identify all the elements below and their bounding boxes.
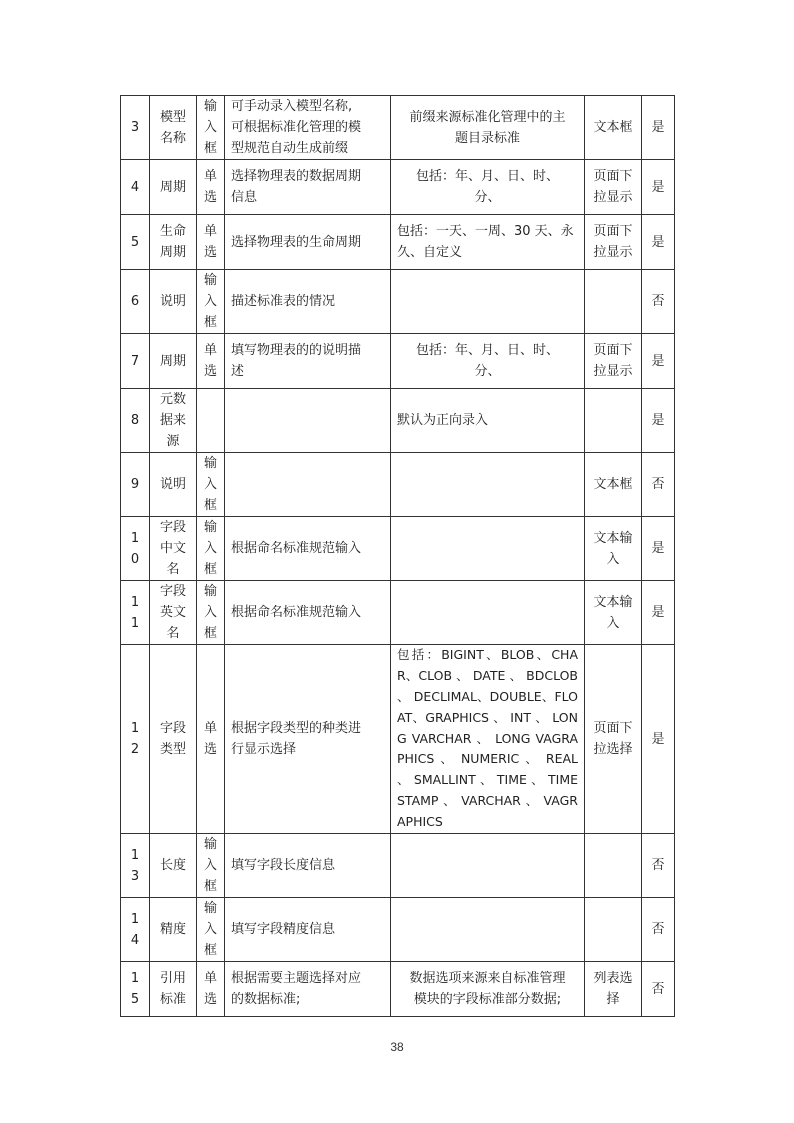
- table-row: [121, 834, 675, 898]
- field-name: 长度: [150, 834, 197, 898]
- table-row: [121, 270, 675, 334]
- display-mode: [585, 834, 642, 898]
- required-flag: 是: [642, 215, 675, 270]
- display-mode: 页面下 拉显示: [585, 334, 642, 389]
- field-name: 元数 据来 源: [150, 389, 197, 453]
- control-type: 单 选: [197, 645, 225, 834]
- display-mode: 文本框: [585, 453, 642, 517]
- field-name: 字段 类型: [150, 645, 197, 834]
- field-description: 填写字段精度信息: [225, 898, 391, 962]
- table-row: [121, 334, 675, 389]
- field-name: 字段 中文 名: [150, 517, 197, 581]
- value-source: [391, 453, 585, 517]
- value-source: 包括：年、月、日、时、 分、: [391, 334, 585, 389]
- control-type: 输 入 框: [197, 581, 225, 645]
- table-row: [121, 517, 675, 581]
- required-flag: 是: [642, 160, 675, 215]
- required-flag: 否: [642, 453, 675, 517]
- value-source: [391, 581, 585, 645]
- control-type: 输 入 框: [197, 898, 225, 962]
- row-number: 3: [121, 96, 150, 160]
- table-row: [121, 898, 675, 962]
- row-number: 5: [121, 215, 150, 270]
- display-mode: 文本输 入: [585, 581, 642, 645]
- field-description: 根据字段类型的种类进 行显示选择: [225, 645, 391, 834]
- control-type: [197, 389, 225, 453]
- control-type: 单 选: [197, 160, 225, 215]
- field-description: 选择物理表的生命周期: [225, 215, 391, 270]
- display-mode: [585, 898, 642, 962]
- table-row: [121, 389, 675, 453]
- value-source: [391, 270, 585, 334]
- required-flag: 是: [642, 581, 675, 645]
- display-mode: 页面下 拉显示: [585, 160, 642, 215]
- display-mode: 页面下 拉选择: [585, 645, 642, 834]
- control-type: 输 入 框: [197, 834, 225, 898]
- control-type: 单 选: [197, 962, 225, 1017]
- field-description: 根据命名标准规范输入: [225, 517, 391, 581]
- row-number: 9: [121, 453, 150, 517]
- field-description: 描述标准表的情况: [225, 270, 391, 334]
- row-number: 13: [121, 834, 150, 898]
- field-description: 可手动录入模型名称, 可根据标准化管理的模 型规范自动生成前缀: [225, 96, 391, 160]
- value-source: 默认为正向录入: [391, 389, 585, 453]
- value-source: 前缀来源标准化管理中的主 题目录标准: [391, 96, 585, 160]
- field-name: 说明: [150, 270, 197, 334]
- field-description: 根据命名标准规范输入: [225, 581, 391, 645]
- row-number: 15: [121, 962, 150, 1017]
- row-number: 4: [121, 160, 150, 215]
- table-row: [121, 96, 675, 160]
- field-spec-table: [120, 95, 675, 1017]
- display-mode: 列表选 择: [585, 962, 642, 1017]
- value-source: 包括：一天、一周、30 天、永 久、自定义: [391, 215, 585, 270]
- display-mode: 页面下 拉显示: [585, 215, 642, 270]
- display-mode: [585, 389, 642, 453]
- table-row: [121, 962, 675, 1017]
- field-name: 字段 英文 名: [150, 581, 197, 645]
- display-mode: 文本框: [585, 96, 642, 160]
- field-description: 填写字段长度信息: [225, 834, 391, 898]
- control-type: 输 入 框: [197, 96, 225, 160]
- row-number: 12: [121, 645, 150, 834]
- table-row: [121, 581, 675, 645]
- field-name: 周期: [150, 334, 197, 389]
- value-source: 数据选项来源来自标准管理 模块的字段标准部分数据;: [391, 962, 585, 1017]
- field-description: [225, 453, 391, 517]
- control-type: 输 入 框: [197, 270, 225, 334]
- row-number: 8: [121, 389, 150, 453]
- required-flag: 是: [642, 96, 675, 160]
- row-number: 14: [121, 898, 150, 962]
- field-description: [225, 389, 391, 453]
- control-type: 单 选: [197, 215, 225, 270]
- value-source: 包括：年、月、日、时、 分、: [391, 160, 585, 215]
- control-type: 输 入 框: [197, 453, 225, 517]
- control-type: 输 入 框: [197, 517, 225, 581]
- display-mode: [585, 270, 642, 334]
- field-description: 根据需要主题选择对应 的数据标准;: [225, 962, 391, 1017]
- field-name: 说明: [150, 453, 197, 517]
- required-flag: 是: [642, 334, 675, 389]
- field-name: 精度: [150, 898, 197, 962]
- required-flag: 否: [642, 834, 675, 898]
- page-number: 38: [390, 1040, 404, 1054]
- table-row: [121, 453, 675, 517]
- required-flag: 否: [642, 898, 675, 962]
- row-number: 11: [121, 581, 150, 645]
- row-number: 6: [121, 270, 150, 334]
- field-description: 填写物理表的的说明描 述: [225, 334, 391, 389]
- required-flag: 否: [642, 270, 675, 334]
- table-row: [121, 645, 675, 834]
- value-source: [391, 517, 585, 581]
- value-source: 包括：BIGINT、BLOB、CHAR、CLOB 、 DATE 、 BDCLOB 、 DECLIMAL、DOUBLE、FLOAT、GRAPHICS 、 INT 、 LONG VARCHAR 、 LONG VAGRAPHICS 、 NUMERIC 、 REAL 、 SMALLINT 、 TIME 、 TIMESTAMP 、 VARCHAR 、 VAGRAPHICS: [391, 645, 585, 834]
- required-flag: 否: [642, 962, 675, 1017]
- field-name: 生命 周期: [150, 215, 197, 270]
- table-row: [121, 160, 675, 215]
- row-number: 7: [121, 334, 150, 389]
- field-name: 引用 标准: [150, 962, 197, 1017]
- required-flag: 是: [642, 389, 675, 453]
- required-flag: 是: [642, 517, 675, 581]
- field-name: 模型 名称: [150, 96, 197, 160]
- table-row: [121, 215, 675, 270]
- value-source: [391, 834, 585, 898]
- value-source: [391, 898, 585, 962]
- field-description: 选择物理表的数据周期 信息: [225, 160, 391, 215]
- row-number: 10: [121, 517, 150, 581]
- field-name: 周期: [150, 160, 197, 215]
- required-flag: 是: [642, 645, 675, 834]
- display-mode: 文本输 入: [585, 517, 642, 581]
- control-type: 单 选: [197, 334, 225, 389]
